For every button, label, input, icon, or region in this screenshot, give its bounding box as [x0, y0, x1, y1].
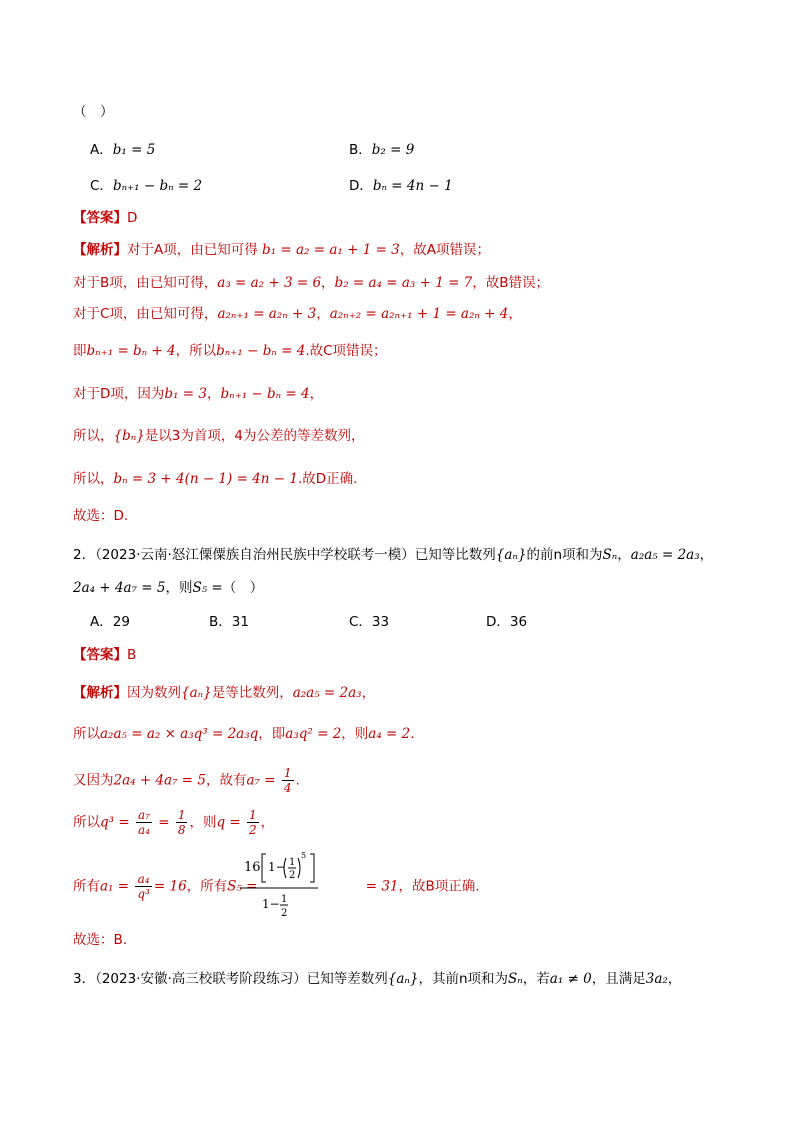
svg-text:1: 1 [281, 894, 288, 905]
svg-text:16: 16 [244, 860, 261, 875]
fraction-one-eighth: $\frac{1}{8}$ [177, 808, 186, 837]
q1-analysis-line-6: 所以，{bₙ}是以3为首项，4为公差的等差数列， [73, 428, 365, 444]
q1-analysis-line-1: 【解析】对于A项，由已知可得 b₁ = a₂ = a₁ + 1 = 3，故A项错误； [73, 242, 491, 258]
s5-formula [238, 846, 342, 920]
q2-analysis-line-1: 【解析】因为数列{aₙ}是等比数列，a₂a₅ = 2a₃， [73, 685, 376, 701]
q1-option-b: B．b₂ = 9 [349, 142, 415, 158]
q1-option-c: C．bₙ₊₁ − bₙ = 2 [90, 178, 203, 194]
q2-analysis-line-4: 所以q³ = $\frac{\text{a₇}}{\text{a₄}}$ = $\frac{1}{8}$ ，则q = $\frac{1}{2}$ ， [73, 808, 275, 837]
q2-analysis-line-5: 所有a₁ = $\frac{\text{a₄}}{\text{q³}}$ = 16，所有S₅ = = 31，故B项正确. [73, 872, 480, 901]
q2-option-d: D．36 [486, 614, 528, 630]
q2-answer: 【答案】B [73, 647, 137, 663]
q1-analysis-line-3: 对于C项，由已知可得，a₂ₙ₊₁ = a₂ₙ + 3，a₂ₙ₊₂ = a₂ₙ₊₁ + 1 = a₂ₙ + 4， [73, 306, 522, 322]
q2-option-c: C．33 [349, 614, 390, 630]
svg-text:1−: 1− [268, 860, 286, 874]
fraction-a7-over-a4: $\frac{\text{a₇}}{\text{a₄}}$ [137, 808, 150, 837]
fraction-a4-over-q3: $\frac{\text{a₄}}{\text{q³}}$ [137, 872, 150, 901]
q2-analysis-line-2: 所以a₂a₅ = a₂ × a₃q³ = 2a₃q，即a₃q² = 2，则a₄ = 2. [73, 726, 415, 742]
q2-option-b: B．31 [209, 614, 249, 630]
q1-analysis-line-2: 对于B项，由已知可得，a₃ = a₂ + 3 = 6，b₂ = a₄ = a₃ + 1 = 7，故B错误； [73, 275, 550, 291]
svg-text:1: 1 [289, 857, 296, 868]
q2-stem-line-2: 2a₄ + 4a₇ = 5，则S₅ =（ ） [73, 580, 264, 596]
fraction-one-fourth: $\frac{1}{4}$ [283, 766, 292, 795]
fraction-one-half: $\frac{1}{2}$ [249, 808, 257, 837]
q3-stem-line-1: 3．（2023·安徽·高三校联考阶段练习）已知等差数列{aₙ}，其前n项和为Sₙ，若a₁ ≠ 0，且满足3a₂， [73, 971, 682, 987]
svg-text:2: 2 [289, 870, 296, 881]
q1-choose: 故选：D. [73, 508, 129, 524]
q1-analysis-line-4: 即bₙ₊₁ = bₙ + 4，所以bₙ₊₁ − bₙ = 4.故C项错误； [73, 343, 387, 359]
svg-text:1−: 1− [262, 897, 280, 911]
s5-formula-graphic [238, 846, 342, 920]
q2-option-a: A．29 [90, 614, 130, 630]
q1-paren: （ ） [73, 104, 114, 120]
q2-analysis-line-3: 又因为2a₄ + 4a₇ = 5，故有a₇ = $\frac{1}{4}$ . [73, 766, 300, 795]
svg-text:2: 2 [281, 908, 288, 919]
q1-answer: 【答案】D [73, 210, 138, 226]
q2-stem-line-1: 2．（2023·云南·怒江傈僳族自治州民族中学校联考一模）已知等比数列{aₙ}的前n项和为Sₙ，a₂a₅ = 2a₃， [73, 547, 714, 563]
q1-analysis-line-5: 对于D项，因为b₁ = 3，bₙ₊₁ − bₙ = 4， [73, 386, 324, 402]
q1-analysis-line-7: 所以，bₙ = 3 + 4(n − 1) = 4n − 1.故D正确. [73, 471, 358, 487]
q1-option-d: D．bₙ = 4n − 1 [349, 178, 453, 194]
q2-choose: 故选：B. [73, 932, 128, 948]
svg-text:5: 5 [301, 851, 307, 860]
q1-option-a: A．b₁ = 5 [90, 142, 156, 158]
